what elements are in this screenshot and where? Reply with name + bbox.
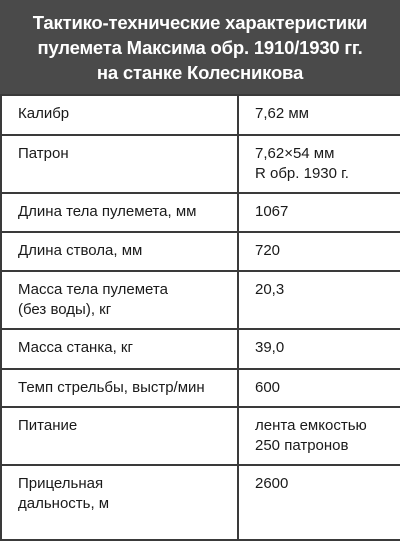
table-row-barrel-length (1, 232, 400, 271)
value-text: 600 (255, 379, 281, 396)
param-text: Темп стрельбы, выстр/мин (18, 379, 205, 396)
param-text: (без воды), кг (18, 301, 112, 318)
value-text: 2600 (255, 475, 289, 492)
value-text: 720 (255, 242, 281, 259)
table-row-caliber (1, 95, 400, 135)
param-text: Масса тела пулемета (18, 281, 168, 298)
table-title (0, 0, 400, 94)
title-line-3: на станке Колесникова (96, 62, 304, 83)
table-row-body-length (1, 193, 400, 232)
value-cell (238, 329, 400, 369)
value-cell (238, 193, 400, 232)
param-text: Длина ствола, мм (18, 242, 143, 259)
value-text: R обр. 1930 г. (255, 165, 349, 182)
value-text: 250 патронов (255, 437, 349, 454)
table-row-cartridge (1, 135, 400, 193)
value-cell (238, 135, 400, 193)
table-row-sighting-range (1, 465, 400, 540)
param-cell (1, 135, 238, 193)
param-text: Длина тела пулемета, мм (18, 203, 197, 220)
param-text: Питание (18, 417, 78, 434)
spec-table (0, 94, 400, 541)
value-cell (238, 407, 400, 465)
value-cell (238, 232, 400, 271)
value-text: 20,3 (255, 281, 285, 298)
param-text: Патрон (18, 145, 69, 162)
value-text: 7,62 мм (255, 105, 309, 122)
param-cell (1, 329, 238, 369)
value-cell (238, 271, 400, 329)
param-cell (1, 465, 238, 540)
value-cell (238, 465, 400, 540)
param-cell (1, 271, 238, 329)
table-row-rate-of-fire (1, 369, 400, 407)
table-row-body-mass (1, 271, 400, 329)
param-cell (1, 95, 238, 135)
param-text: Прицельная (18, 475, 104, 492)
param-text: Калибр (18, 105, 70, 122)
value-text: лента емкостью (255, 417, 367, 434)
value-cell (238, 369, 400, 407)
value-text: 1067 (255, 203, 289, 220)
title-line-2: пулемета Максима обр. 1910/1930 гг. (37, 37, 363, 58)
title-line-1: Тактико-технические характеристики (32, 12, 368, 33)
param-cell (1, 232, 238, 271)
param-cell (1, 407, 238, 465)
table-row-feed (1, 407, 400, 465)
param-cell (1, 369, 238, 407)
param-cell (1, 193, 238, 232)
value-text: 39,0 (255, 339, 285, 356)
value-text: 7,62×54 мм (255, 145, 335, 162)
param-text: Масса станка, кг (18, 339, 133, 356)
param-text: дальность, м (18, 495, 110, 512)
table-row-mount-mass (1, 329, 400, 369)
value-cell (238, 95, 400, 135)
